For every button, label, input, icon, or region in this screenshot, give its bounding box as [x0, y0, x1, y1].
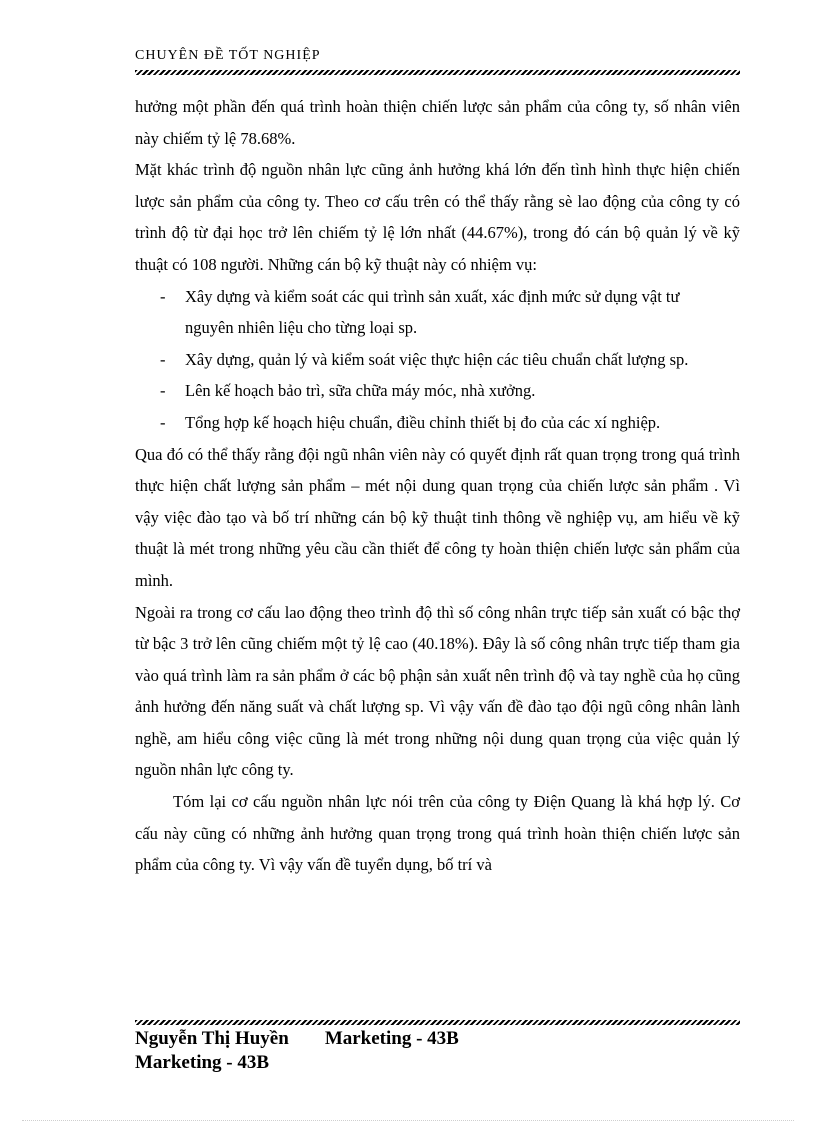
task-list	[135, 281, 740, 439]
header-title: CHUYÊN ĐỀ TỐT NGHIỆP	[135, 48, 321, 63]
page-edge-divider	[22, 1120, 794, 1121]
author-major: Marketing - 43B	[324, 1028, 459, 1049]
list-item	[135, 407, 740, 439]
page-body	[135, 91, 740, 881]
footer	[135, 1027, 459, 1075]
list-item-text: Lên kế hoạch bảo trì, sữa chữa máy móc, nhà xưởng.	[185, 381, 536, 401]
bullet-dash: -	[160, 381, 166, 401]
bullet-dash: -	[160, 349, 166, 369]
bullet-dash: -	[160, 412, 166, 432]
paragraph-5: Tóm lại cơ cấu nguồn nhân lực nói trên của công ty Điện Quang là khá hợp lý. Cơ cấu này cũng có những ảnh hưởng quan trọng trong quá trình hoàn thiện chiến lược sản phẩm của công ty. Vì vậy vấn đề tuyển dụng, bố trí và	[135, 792, 740, 875]
paragraph-4: Ngoài ra trong cơ cấu lao động theo trình độ thì số công nhân trực tiếp sản xuất có bậc thợ từ bậc 3 trở lên cũng chiếm một tỷ lệ cao (40.18%). Đây là số công nhân trực tiếp tham gia vào quá trình làm ra sản phẩm ở các bộ phận sản xuất nên trình độ và tay nghề của họ cũng ảnh hưởng đến năng suất và chất lượng sp. Vì vậy vấn đề đào tạo đội ngũ công nhân lành nghề, am hiểu công việc cũng là mét trong những nội dung quan trọng của việc quản lý nguồn nhân lực công ty.	[135, 602, 740, 780]
footer-line-2: Marketing - 43B	[135, 1052, 270, 1073]
paragraph-1: hưởng một phần đến quá trình hoàn thiện chiến lược sản phẩm của công ty, số nhân viên này chiếm tỷ lệ 78.68%.	[135, 97, 740, 148]
paragraph-2: Mặt khác trình độ nguồn nhân lực cũng ảnh hưởng khá lớn đến tình hình thực hiện chiến lược sản phẩm của công ty. Theo cơ cấu trên có thể thấy rằng sè lao động của công ty có trình độ từ đại học trở lên chiếm tỷ lệ lớn nhất (44.67%), trong đó cán bộ quản lý về kỹ thuật có 108 người. Những cán bộ kỹ thuật này có nhiệm vụ:	[135, 160, 740, 274]
list-item	[135, 281, 740, 344]
list-item	[135, 375, 740, 407]
footer-line-1	[135, 1027, 459, 1051]
list-item-text: Tổng hợp kế hoạch hiệu chuẩn, điều chỉnh thiết bị đo của các xí nghiệp.	[185, 412, 661, 432]
list-item-text: Xây dựng, quản lý và kiểm soát việc thực hiện các tiêu chuẩn chất lượng sp.	[185, 349, 689, 369]
author-name: Nguyễn Thị Huyền	[135, 1028, 289, 1049]
list-item	[135, 344, 740, 376]
footer-rule	[135, 1020, 740, 1025]
bullet-dash: -	[160, 286, 166, 306]
paragraph-3: Qua đó có thể thấy rằng đội ngũ nhân viên này có quyết định rất quan trọng trong quá trình thực hiện chất lượng sản phẩm – mét nội dung quan trọng của chiến lược sản phẩm . Vì vậy việc đào tạo và bố trí những cán bộ kỹ thuật tinh thông về nghiệp vụ, am hiểu về kỹ thuật là mét trong những yêu cầu cần thiết để công ty hoàn thiện chiến lược sản phẩm của mình.	[135, 444, 740, 590]
list-item-text: Xây dựng và kiểm soát các qui trình sản xuất, xác định mức sử dụng vật tư nguyên nhiên liệu cho từng loại sp.	[185, 286, 680, 338]
header-rule	[135, 70, 740, 75]
